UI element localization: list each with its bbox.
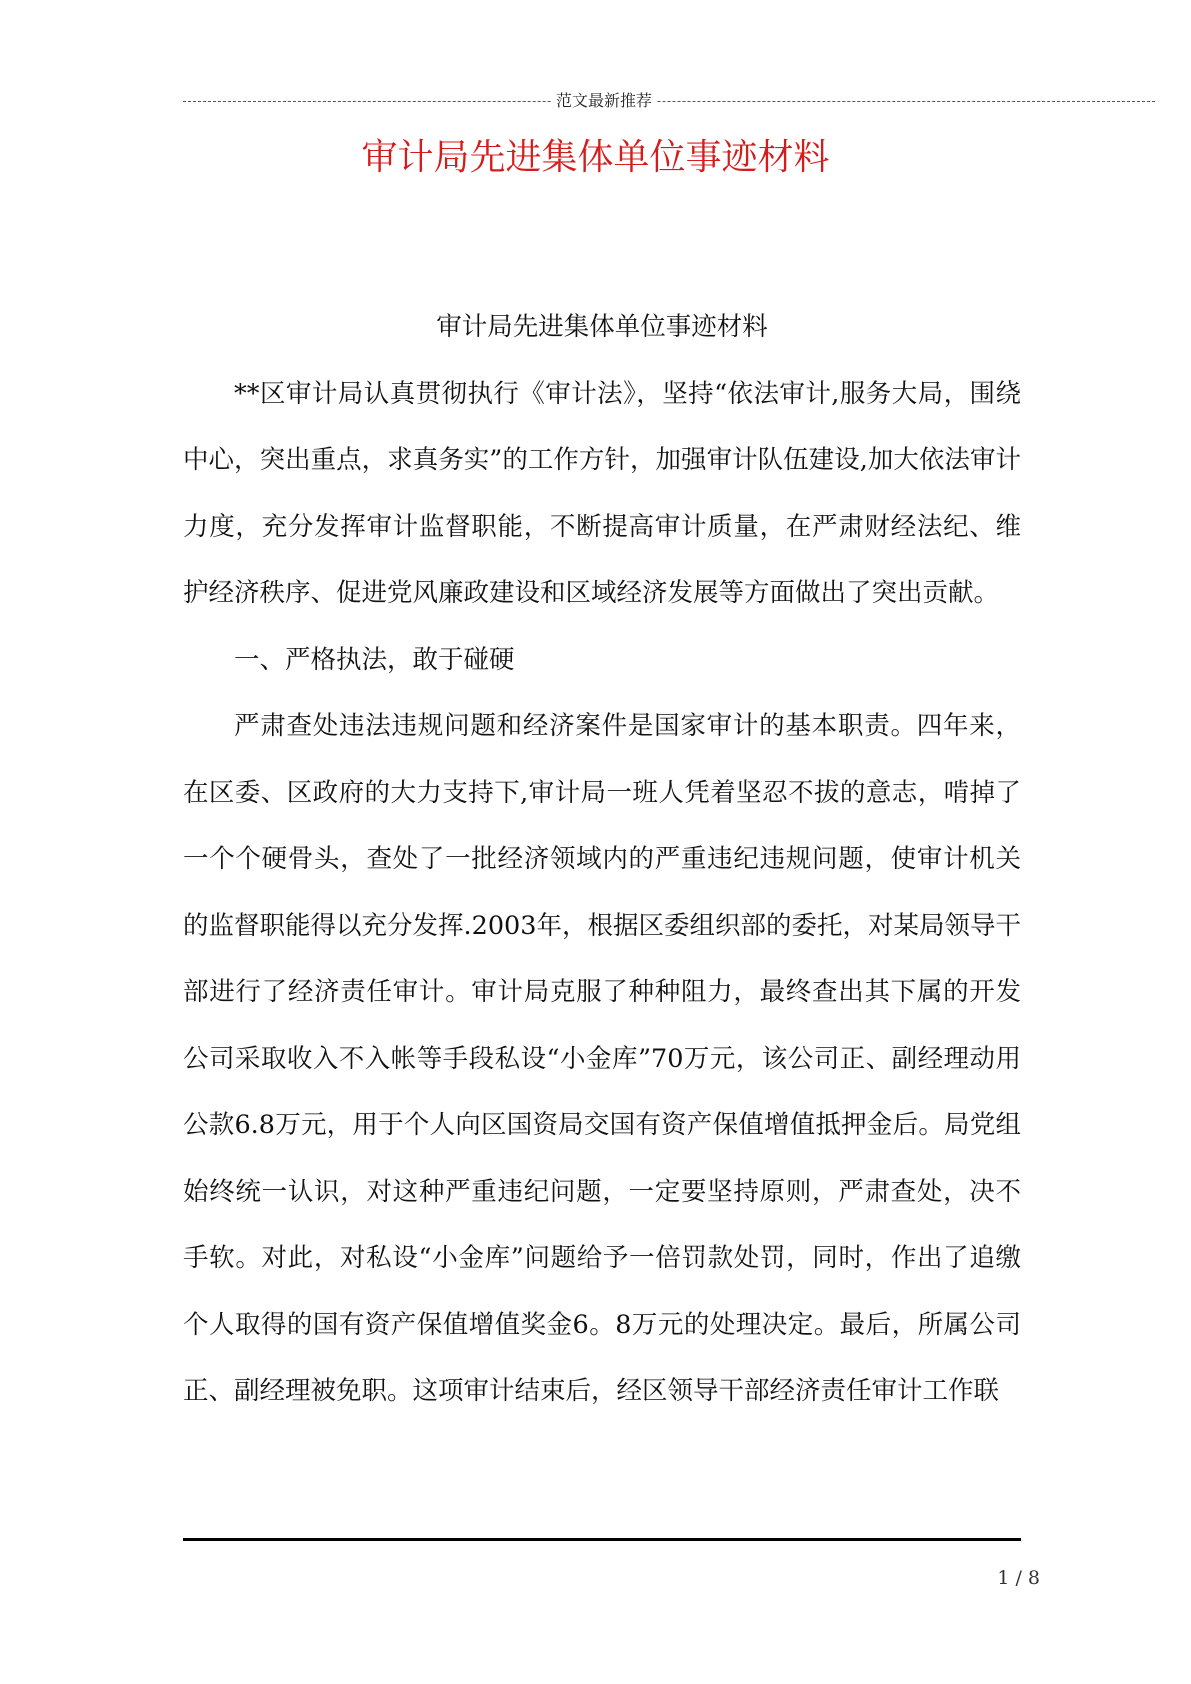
section-heading-1: 一、严格执法，敢于碰硬 (234, 644, 515, 675)
document-title: 审计局先进集体单位事迹材料 (361, 137, 830, 178)
page-header (0, 88, 1191, 116)
paragraph-intro: **区审计局认真贯彻执行《审计法》，坚持“依法审计,服务大局，围绕中心，突出重点，求真务实”的工作方针，加强审计队伍建设,加大依法审计力度，充分发挥审计监督职能，不断提高审计质量，在严肃财经法纪、维护经济秩序、促进党风廉政建设和区域经济发展等方面做出了突出贡献。 (183, 378, 1021, 608)
paragraph-section-1: 严肃查处违法违规问题和经济案件是国家审计的基本职责。四年来，在区委、区政府的大力支持下,审计局一班人凭着坚忍不拔的意志，啃掉了一个个硬骨头，查处了一批经济领域内的严重违纪违规问题，使审计机关的监督职能得以充分发挥.2003年，根据区委组织部的委托，对某局领导干部进行了经济责任审计。审计局克服了种种阻力，最终查出其下属的开发公司采取收入不入帐等手段私设“小金库”70万元，该公司正、副经理动用公款6.8万元，用于个人向区国资局交国有资产保值增值抵押金后。局党组始终统一认识，对这种严重违纪问题，一定要坚持原则，严肃查处，决不手软。对此，对私设“小金库”问题给予一倍罚款处罚，同时，作出了追缴个人取得的国有资产保值增值奖金6。8万元的处理决定。最后，所属公司正、副经理被免职。这项审计结束后，经区领导干部经济责任审计工作联 (183, 711, 1022, 1406)
header-dashed-rule (183, 101, 1155, 102)
page-number: 1 / 8 (997, 1567, 1040, 1589)
footer-rule (183, 1538, 1021, 1541)
document-body (183, 294, 1021, 1425)
document-subtitle: 审计局先进集体单位事迹材料 (436, 312, 768, 342)
header-label: 范文最新推荐 (552, 88, 656, 114)
